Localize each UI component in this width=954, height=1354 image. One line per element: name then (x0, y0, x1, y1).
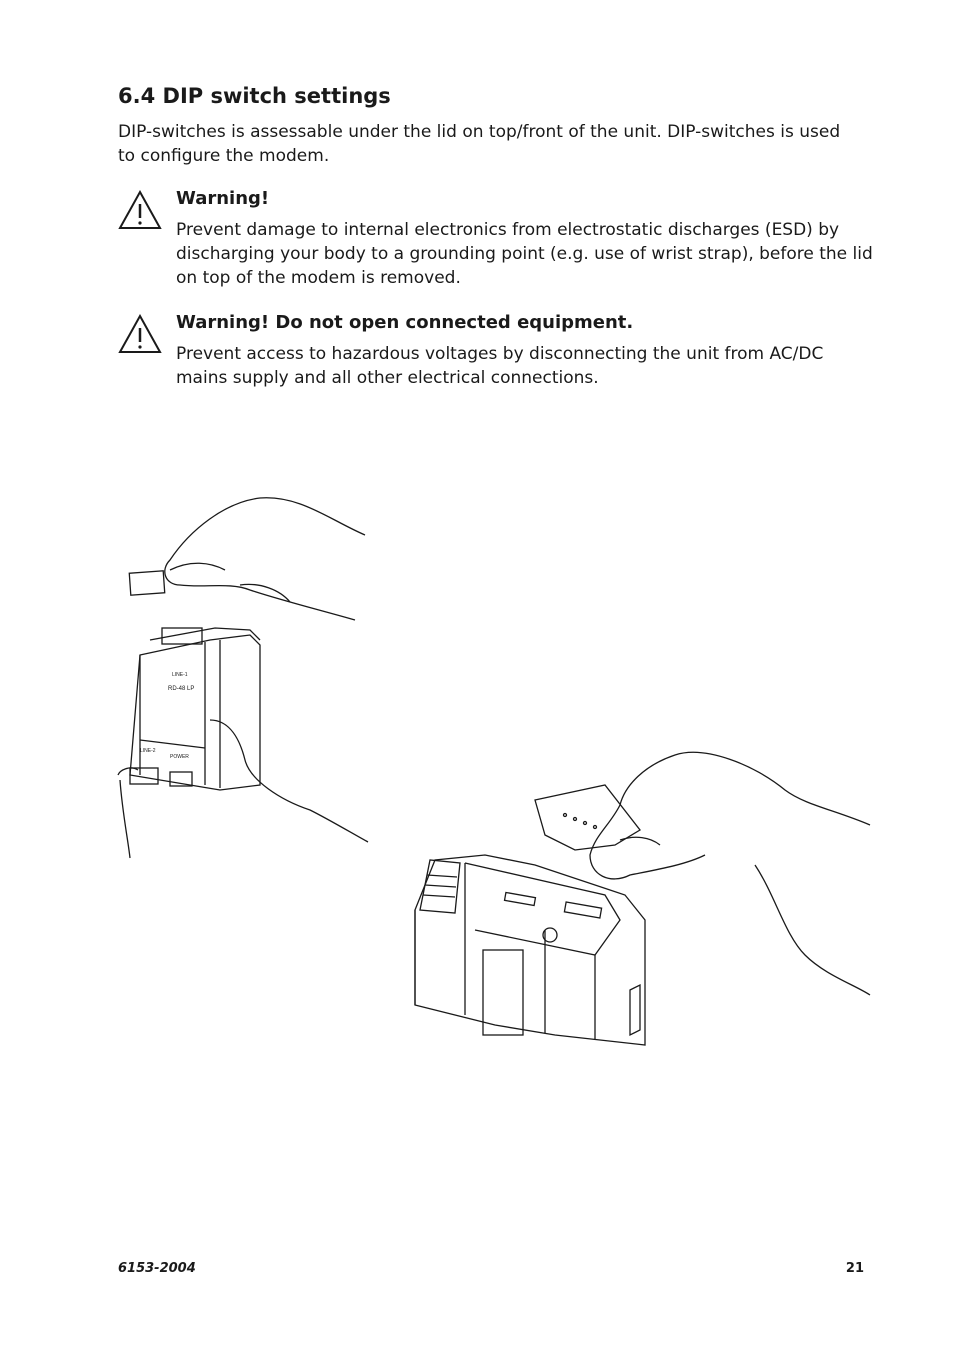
page-number: 21 (845, 1261, 864, 1276)
warning-body: Prevent damage to internal electronics from electrostatic discharges (ESD) by discharging your body to a grounding point (e.g. use of wrist strap), before the lid on top of the modem is removed. (176, 220, 873, 288)
warning-body: Prevent access to hazardous voltages by disconnecting the unit from AC/DC mains supply and all other electrical connections. (176, 344, 824, 388)
warning-triangle-icon (118, 314, 162, 354)
intro-paragraph: DIP-switches is assessable under the lid on top/front of the unit. DIP-switches is used to configure the modem. (118, 122, 841, 166)
document-number: 6153-2004 (118, 1261, 196, 1276)
warning-title: Warning! (176, 188, 270, 209)
dip-switch-illustration (405, 745, 875, 1065)
model-label: RD-48 LP (168, 686, 195, 692)
power-label: POWER (170, 754, 189, 760)
warning-triangle-icon (118, 190, 162, 230)
lid-removal-illustration (110, 490, 370, 860)
warning-title: Warning! Do not open connected equipment. (176, 312, 634, 333)
section-heading: 6.4 DIP switch settings (118, 84, 391, 108)
line2-label: LINE-2 (140, 748, 156, 754)
esd-warning (118, 188, 878, 288)
voltage-warning (118, 312, 878, 392)
line1-label: LINE-1 (172, 672, 188, 678)
